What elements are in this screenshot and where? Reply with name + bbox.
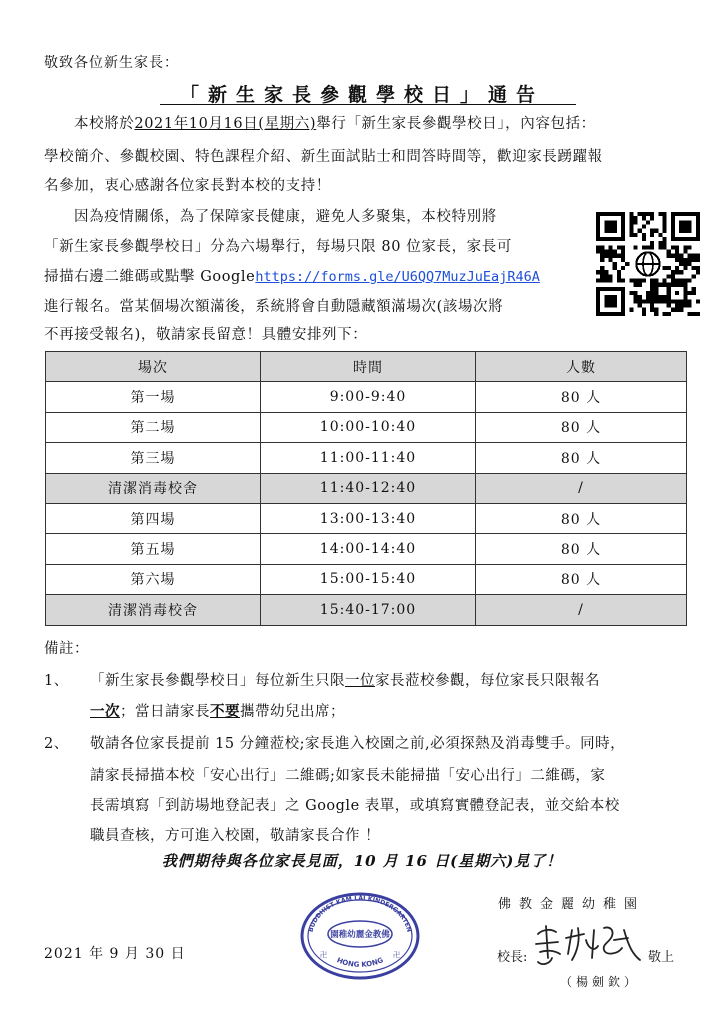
event-date: 2021年10月16日(星期六)	[134, 116, 317, 132]
principal-signature	[528, 920, 650, 970]
note-1-text-a: 「新生家長參觀學校日」每位新生只限	[90, 673, 345, 689]
cell-time: 15:00-15:40	[261, 564, 476, 594]
note-1-text-g: 攜帶幼兒出席；	[240, 704, 345, 720]
cell-count: 80 人	[476, 534, 687, 564]
closing-message: 我們期待與各位家長見面，10 月 16 日(星期六)見了！	[161, 852, 563, 870]
cell-session: 第五場	[46, 534, 261, 564]
svg-text:HONG KONG: HONG KONG	[335, 956, 385, 969]
para2-line2: 「新生家長參觀學校日」分為六場舉行，每場只限 80 位家長，家長可	[44, 239, 512, 255]
note-2-line4: 職員查核，方可進入校園，敬請家長合作 ！	[90, 828, 381, 844]
cell-time: 11:00-11:40	[261, 443, 476, 473]
note-2-line2: 請家長掃描本校「安心出行」二維碼;如家長未能掃描「安心出行」二維碼，家	[90, 768, 606, 784]
note-2-line3: 長需填寫「到訪場地登記表」之 Google 表單，或填寫實體登記表，並交給本校	[90, 798, 620, 814]
cell-session: 清潔消毒校舍	[46, 595, 261, 625]
cell-count: /	[476, 473, 687, 503]
cell-session: 第三場	[46, 443, 261, 473]
header-time: 時間	[261, 352, 476, 382]
note-1-line1	[90, 667, 700, 696]
cell-time: 9:00-9:40	[261, 382, 476, 412]
qr-code[interactable]	[596, 212, 700, 316]
para2-line4: 進行報名。當某個場次額滿後，系統將會自動隱藏額滿場次(該場次將	[44, 299, 504, 315]
note-1-line2	[90, 697, 700, 727]
school-seal-stamp	[298, 888, 422, 980]
note-2-number: 2、	[44, 736, 69, 752]
title-underline	[160, 104, 576, 105]
table-row	[46, 534, 687, 564]
table-header-row	[46, 352, 687, 382]
greeting: 敬致各位新生家長：	[44, 55, 179, 71]
paragraph-1	[44, 110, 692, 139]
svg-text:卍: 卍	[393, 951, 400, 959]
svg-text:卍: 卍	[320, 951, 327, 959]
cell-time: 11:40-12:40	[261, 473, 476, 503]
cell-count: 80 人	[476, 503, 687, 533]
closing-salutation: 敬上	[648, 950, 675, 965]
svg-text:園稚幼麗金教佛: 園稚幼麗金教佛	[330, 930, 390, 940]
table-row	[46, 503, 687, 533]
para2-line1: 因為疫情關係，為了保障家長健康，避免人多聚集，本校特別將	[74, 209, 497, 225]
svg-text:BUDDHIST KAM LAI KINDERGARTEN: BUDDHIST KAM LAI KINDERGARTEN	[307, 894, 413, 933]
table-row-cleaning	[46, 595, 687, 625]
note-1-text-c: 家長蒞校參觀，每位家長只限報名	[375, 673, 600, 689]
note-1-number: 1、	[44, 673, 69, 689]
registration-link[interactable]: https://forms.gle/U6QQ7MuzJuEajR46A	[255, 269, 540, 285]
cell-time: 15:40-17:00	[261, 595, 476, 625]
cell-session: 第六場	[46, 564, 261, 594]
principal-label: 校長:	[497, 950, 528, 965]
school-name: 佛教金麗幼稚園	[498, 897, 646, 912]
cell-count: 80 人	[476, 412, 687, 442]
para1-lead: 本校將於	[74, 116, 135, 132]
notice-date: 2021 年 9 月 30 日	[44, 946, 186, 962]
cell-count: 80 人	[476, 382, 687, 412]
para1-rest: 舉行「新生家長參觀學校日」，內容包括：	[316, 116, 596, 132]
para2-line3	[44, 263, 584, 292]
cell-time: 13:00-13:40	[261, 503, 476, 533]
para1-line3: 名參加，衷心感謝各位家長對本校的支持！	[44, 178, 331, 194]
principal-name: （楊劍欽）	[560, 975, 641, 989]
para2-line3-text: 掃描右邊二維碼或點擊 Google	[44, 269, 256, 285]
note-2-line1: 敬請各位家長提前 15 分鐘蒞校;家長進入校園之前,必須探熱及消毒雙手。同時，	[90, 736, 626, 752]
cell-session: 清潔消毒校舍	[46, 473, 261, 503]
para2-line5: 不再接受報名)，敬請家長留意！具體安排列下：	[44, 327, 368, 343]
header-session: 場次	[46, 352, 261, 382]
table-row	[46, 382, 687, 412]
cell-session: 第二場	[46, 412, 261, 442]
note-1-emphasis-one-parent: 一位	[345, 673, 375, 689]
note-1-emphasis-do-not: 不要	[210, 703, 240, 720]
note-1-text-e: ；當日請家長	[120, 704, 210, 720]
table-row-cleaning	[46, 473, 687, 503]
note-1-emphasis-once: 一次	[90, 703, 120, 720]
cell-count: 80 人	[476, 443, 687, 473]
cell-session: 第一場	[46, 382, 261, 412]
notes-heading: 備註：	[44, 641, 89, 657]
cell-session: 第四場	[46, 503, 261, 533]
cell-time: 10:00-10:40	[261, 412, 476, 442]
schedule-table	[45, 351, 687, 626]
table-row	[46, 564, 687, 594]
table-row	[46, 443, 687, 473]
cell-count: 80 人	[476, 564, 687, 594]
notice-title: 「新生家長參觀學校日」通告	[179, 84, 544, 106]
table-row	[46, 412, 687, 442]
para1-line2: 學校簡介、參觀校園、特色課程介紹、新生面試貼士和問答時間等，歡迎家長踴躍報	[44, 149, 603, 165]
cell-count: /	[476, 595, 687, 625]
header-count: 人數	[476, 352, 687, 382]
cell-time: 14:00-14:40	[261, 534, 476, 564]
